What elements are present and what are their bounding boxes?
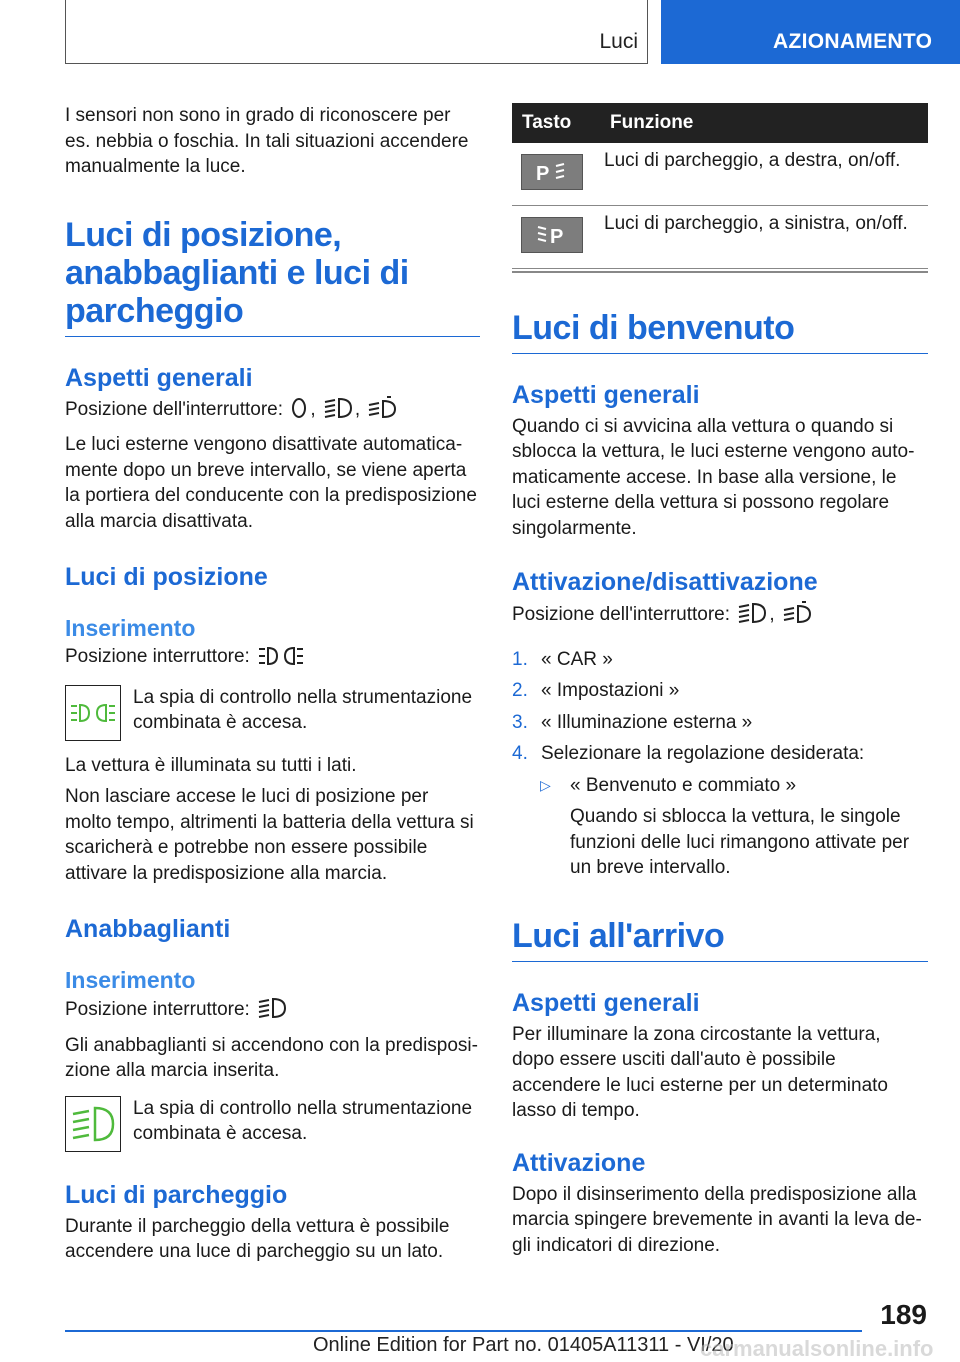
step-number: 3. [512,711,528,733]
heading-welcome-activation: Attivazione/disattivazione [512,568,818,596]
position-p1: La vettura è illuminata su tutti i lati. [65,754,357,776]
right-column [512,103,928,1258]
step-text: Selezionare la regolazione desiderata: [541,743,865,764]
auto-low-beam-icon [367,396,397,428]
welcome-switch-line [512,601,928,633]
switch-label: Posizione dell'interruttore: [65,398,284,420]
svg-text:P: P [550,226,564,247]
position-indicator-icon [65,685,121,741]
parking-left-icon [521,217,583,253]
switch-label: Posizione interruttore: [65,646,250,667]
table-header-row [512,103,928,143]
heading-arrival-activation: Attivazione [512,1148,646,1177]
table-row [512,143,928,206]
table-cell-function: Luci di parcheggio, a destra, on/off. [600,143,928,206]
auto-low-beam-icon [782,601,812,633]
parking-right-icon [521,154,583,190]
switch-label: Posizione interruttore: [65,999,250,1020]
header-section: Luci [599,30,638,53]
heading-welcome-general: Aspetti generali [512,380,700,409]
table-cell-function: Luci di parcheggio, a sinistra, on/off. [600,206,928,269]
list-item [512,741,928,767]
step-number: 2. [512,680,528,701]
step-text: « Illuminazione esterna » [541,711,753,733]
table-header-function: Funzione [600,103,928,143]
triangle-bullet-icon: ▷ [540,776,551,793]
heading-arrival: Luci all'arrivo [512,917,928,962]
arrival-body: Per illuminare la zona circostante la vettura, dopo essere usciti dall'auto è possibile accendere le luci esterne per un determinato lasso di tempo. [512,1023,889,1121]
heading-general: Aspetti generali [65,363,253,392]
separator: , [769,604,775,625]
substep-body: Quando si sblocca la vettura, le singole funzioni delle luci rimangono attivate per un breve intervallo. [570,806,910,878]
heading-arrival-general: Aspetti generali [512,988,700,1017]
heading-lights: Luci di posizione, anabbaglianti e luci di parcheggio [65,216,480,337]
welcome-steps [512,647,928,767]
arrival-activation-body: Dopo il disinserimento della predisposizione alla marcia spingere brevemente in avanti la leva degli indicatori di direzione. [512,1183,922,1256]
low-indicator-icon [65,1096,121,1152]
header-chapter: AZIONAMENTO [661,0,960,64]
table-bottom-rule [512,271,928,273]
auto-light-icon [290,396,308,428]
footer-rule [65,1330,862,1332]
switch-position-line [65,396,480,428]
table-header-key: Tasto [512,103,600,143]
step-number: 4. [512,743,528,764]
position-p2: Non lasciare accese le luci di posizione per molto tempo, altrimenti la batteria della vettura si scaricherà e potrebbe non essere possibile attivare la predisposizione alla marcia. [65,786,474,884]
step-text: « Impostazioni » [541,680,680,701]
heading-low-insert: Inserimento [65,967,196,993]
low-body: Gli anabbaglianti si accendono con la predisposizione alla marcia inserita. [65,1034,478,1081]
switch-label: Posizione dell'interruttore: [512,604,731,625]
position-indicator [65,685,480,741]
list-item [512,678,928,704]
position-light-icon [257,645,305,675]
table-row [512,206,928,269]
list-item [512,710,928,736]
page-number: 189 [880,1299,927,1330]
separator: , [354,398,361,420]
table-cell-key [512,206,600,269]
position-indicator-text: La spia di controllo nella strumentazione combinata è accesa. [133,686,473,733]
svg-text:P: P [536,163,550,184]
low-indicator-text: La spia di controllo nella strumentazione combinata è accesa. [133,1097,473,1144]
table-cell-key [512,143,600,206]
substep-title: « Benvenuto e commiato » [570,774,797,796]
heading-position-insert: Inserimento [65,615,196,641]
intro-text: I sensori non sono in grado di riconoscere per es. nebbia o foschia. In tali situazioni accendere manualmente la luce. [65,105,469,177]
low-switch-line [65,996,480,1028]
footer-edition: Online Edition for Part no. 01405A11311 - VI/20 [313,1334,734,1356]
separator: , [310,398,316,420]
left-column [65,100,480,1265]
low-indicator [65,1096,480,1152]
step-text: « CAR » [541,648,613,670]
heading-position-lights: Luci di posizione [65,563,268,591]
header-frame [65,0,648,64]
low-beam-icon [737,601,767,633]
general-body: Le luci esterne vengono disattivate automaticamente dopo un breve intervallo, se viene aperta la portiera del conducente con la predisposizione alla marcia disattivata. [65,434,477,532]
step-number: 1. [512,648,528,670]
position-switch-line [65,644,480,675]
substep-content [570,773,928,881]
parking-table [512,103,928,269]
welcome-substep [540,773,928,881]
low-beam-icon [323,396,353,428]
welcome-body: Quando ci si avvicina alla vettura o quando si sblocca la vettura, le luci esterne vengono automaticamente accese. In base alla versione, le luci esterne della vettura si possono regolare singolarmente. [512,415,915,539]
heading-parking: Luci di parcheggio [65,1180,288,1209]
parking-body: Durante il parcheggio della vettura è possibile accendere una luce di parcheggio su un lato. [65,1215,450,1262]
list-item [512,647,928,673]
heading-welcome: Luci di benvenuto [512,309,928,354]
low-beam-icon [257,996,287,1028]
heading-low-beam: Anabbaglianti [65,915,231,943]
watermark: carmanualsonline.info [700,1336,934,1361]
